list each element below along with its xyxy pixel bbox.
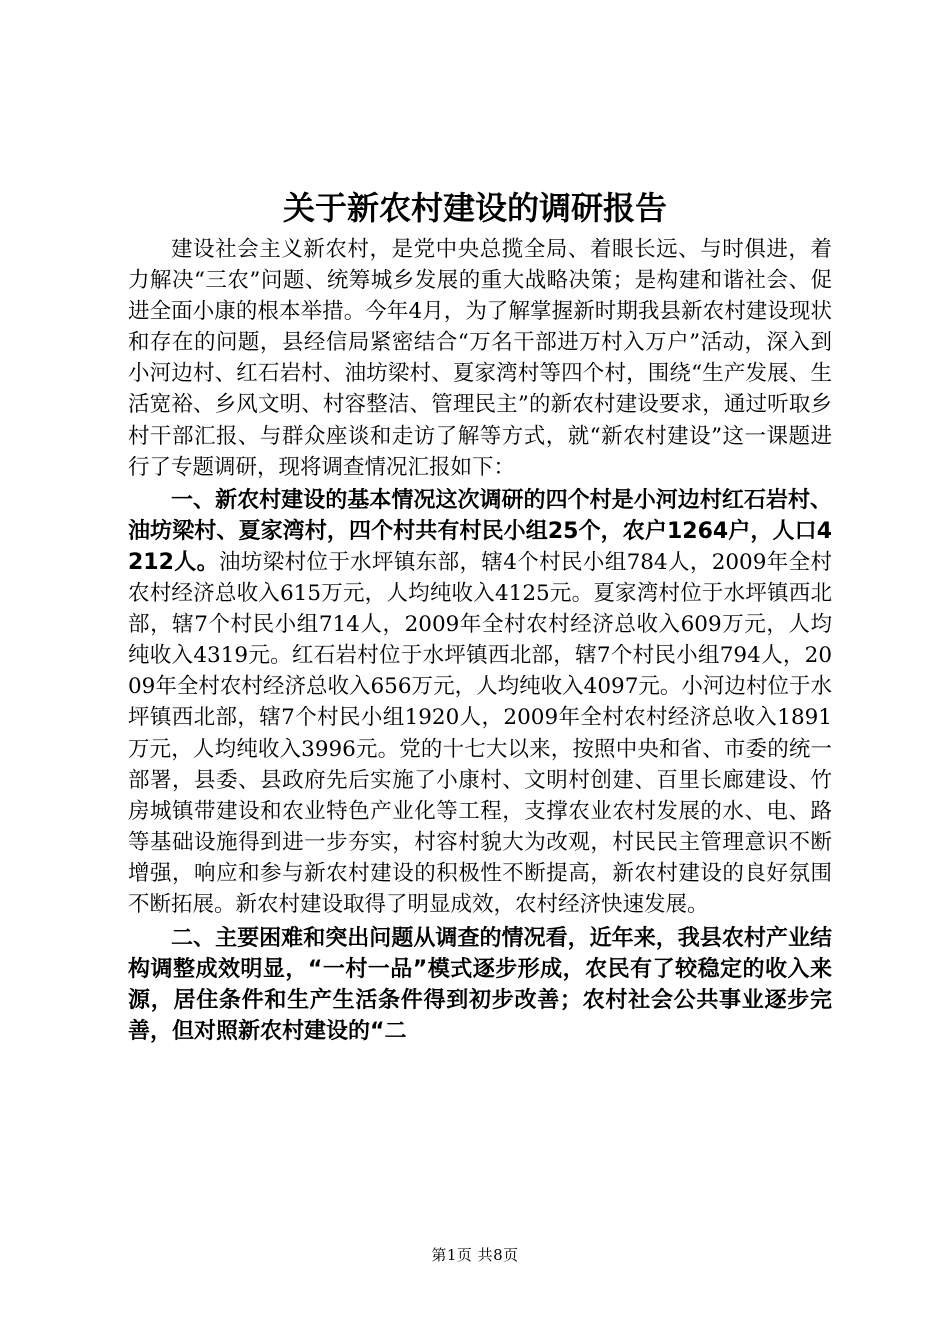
paragraph-intro	[128, 234, 832, 483]
document-body	[128, 234, 832, 1047]
paragraph-text: 建设社会主义新农村，是党中央总揽全局、着眼长远、与时俱进，着力解决“三农”问题、统筹城乡发展的重大战略决策；是构建和谐社会、促进全面小康的根本举措。今年4月，为了解掌握新时期我县新农村建设现状和存在的问题，县经信局紧密结合“万名干部进万村入万户”活动，深入到小河边村、红石岩村、油坊梁村、夏家湾村等四个村，围绕“生产发展、生活宽裕、乡风文明、村容整洁、管理民主”的新农村建设要求，通过听取乡村干部汇报、与群众座谈和走访了解等方式，就“新农村建设”这一课题进行了专题调研，现将调查情况汇报如下：	[128, 237, 832, 480]
section-2-heading: 二、主要困难和突出问题从调查的情况看，近年来，我县农村产业结构调整成效明显，“一村一品”模式逐步形成，农民有了较稳定的收入来源，居住条件和生产生活条件得到初步改善；农村社会公共事业逐步完善，但对照新农村建设的“二	[128, 926, 832, 1045]
section-1-heading: 一、新农村建设的基本情况这次调研的四个村是小河边村红石岩村、油坊梁村、夏家湾村，四个村共有村民小组25个，农户1264户，人口4212人。	[128, 487, 832, 575]
paragraph-text: 油坊梁村位于水坪镇东部，辖4个村民小组784人，2009年全村农村经济总收入615万元，人均纯收入4125元。夏家湾村位于水坪镇西北部，辖7个村民小组714人，2009年全村农村经济总收入609万元，人均纯收入4319元。红石岩村位于水坪镇西北部，辖7个村民小组794人，2009年全村农村经济总收入656万元，人均纯收入4097元。小河边村位于水坪镇西北部，辖7个村民小组1920人，2009年全村农村经济总收入1891万元，人均纯收入3996元。党的十七大以来，按照中央和省、市委的统一部署，县委、县政府先后实施了小康村、文明村创建、百里长廊建设、竹房城镇带建设和农业特色产业化等工程，支撑农业农村发展的水、电、路等基础设施得到进一步夯实，村容村貌大为改观，村民民主管理意识不断增强，响应和参与新农村建设的积极性不断提高，新农村建设的良好氛围不断拓展。新农村建设取得了明显成效，农村经济快速发展。	[128, 549, 832, 917]
paragraph-section-2	[128, 923, 832, 1047]
page-number-footer: 第1页 共8页	[431, 1246, 519, 1264]
paragraph-section-1	[128, 485, 832, 920]
document-title: 关于新农村建设的调研报告	[282, 189, 667, 227]
